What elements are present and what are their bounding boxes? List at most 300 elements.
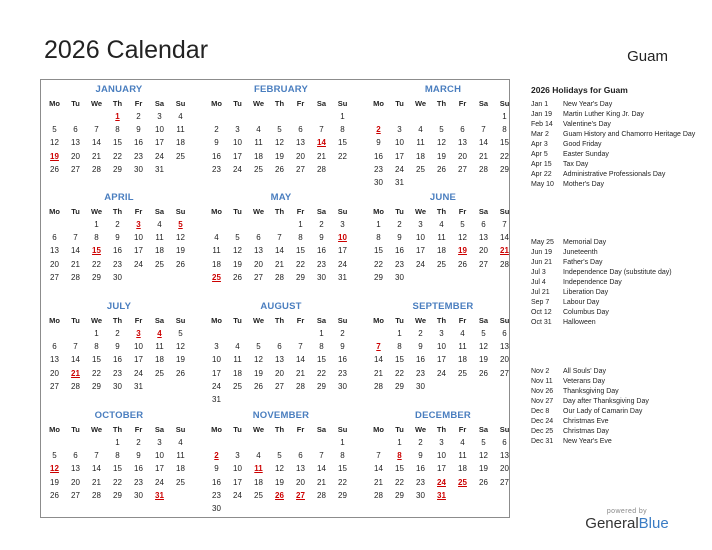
weekday-header: Tu (395, 316, 404, 325)
day-cell: 17 (134, 246, 143, 256)
day-cell: 25 (155, 368, 164, 378)
day-cell: 31 (395, 177, 404, 187)
day-cell: 16 (416, 464, 425, 474)
day-cell: 4 (214, 233, 219, 243)
day-cell: 24 (233, 164, 242, 174)
day-cell: 23 (212, 490, 221, 500)
day-cell: 13 (296, 138, 305, 148)
day-cell: 6 (460, 125, 465, 135)
day-cell: 26 (275, 164, 284, 174)
holiday-day-cell: 2 (214, 451, 219, 461)
day-cell: 26 (479, 477, 488, 487)
day-cell: 22 (296, 259, 305, 269)
brand-blue: Blue (638, 515, 669, 532)
day-cell: 28 (92, 164, 101, 174)
day-cell: 16 (113, 355, 122, 365)
day-cell: 20 (275, 368, 284, 378)
day-cell: 3 (214, 342, 219, 352)
day-cell: 28 (71, 381, 80, 391)
day-cell: 28 (296, 381, 305, 391)
weekday-header: We (414, 99, 427, 108)
holiday-day-cell: 21 (500, 246, 509, 256)
day-cell: 23 (134, 477, 143, 487)
day-cell: 29 (92, 272, 101, 282)
month-december (368, 409, 518, 502)
day-cell: 25 (254, 490, 263, 500)
day-cell: 21 (92, 477, 101, 487)
weekday-header: We (252, 207, 265, 216)
day-cell: 24 (233, 490, 242, 500)
empty-cell (311, 436, 332, 449)
holiday-name: Mother's Day (563, 181, 605, 188)
holiday-name: Tax Day (563, 161, 589, 168)
day-cell: 6 (502, 329, 507, 338)
day-cell: 12 (458, 233, 467, 243)
day-cell: 13 (71, 464, 80, 474)
day-cell: 6 (298, 451, 303, 461)
holiday-day-cell: 24 (437, 477, 446, 487)
day-cell: 16 (212, 151, 221, 161)
day-cell: 23 (134, 151, 143, 161)
holiday-day-cell: 3 (136, 329, 141, 338)
empty-cell (431, 110, 452, 123)
day-cell: 25 (416, 164, 425, 174)
day-cell: 14 (317, 464, 326, 474)
empty-cell (44, 110, 65, 123)
day-cell: 28 (479, 164, 488, 174)
weekday-header: Th (112, 99, 123, 108)
holiday-name: Labour Day (563, 299, 600, 306)
weekday-header: Fr (458, 425, 467, 434)
day-cell: 24 (338, 259, 347, 269)
day-cell: 10 (134, 233, 143, 243)
day-cell: 11 (458, 451, 467, 461)
day-cell: 19 (176, 246, 185, 256)
day-cell: 1 (115, 438, 120, 447)
month-september (368, 300, 518, 393)
holiday-item (531, 427, 696, 437)
day-cell: 17 (416, 246, 425, 256)
month-days-grid (368, 423, 518, 502)
day-cell: 8 (340, 451, 345, 461)
day-cell: 16 (338, 355, 347, 365)
day-cell: 21 (374, 477, 383, 487)
weekday-header: Th (112, 316, 123, 325)
day-cell: 25 (254, 164, 263, 174)
weekday-header: Th (274, 99, 285, 108)
month-name: MARCH (424, 84, 462, 95)
weekday-header: We (90, 316, 103, 325)
day-cell: 12 (254, 355, 263, 365)
holiday-day-cell: 19 (458, 246, 467, 256)
month-name: JANUARY (95, 84, 143, 95)
weekday-header: Th (274, 425, 285, 434)
generalblue-logo[interactable] (582, 515, 672, 532)
holiday-day-cell: 25 (212, 272, 221, 282)
day-cell: 8 (94, 233, 99, 243)
empty-cell (269, 327, 290, 340)
weekday-header: We (90, 425, 103, 434)
day-cell: 29 (296, 272, 305, 282)
day-cell: 24 (416, 259, 425, 269)
day-cell: 18 (458, 464, 467, 474)
day-cell: 4 (256, 451, 261, 461)
day-cell: 16 (134, 138, 143, 148)
day-cell: 13 (275, 355, 284, 365)
holiday-day-cell: 27 (296, 490, 305, 500)
weekday-header: Su (175, 425, 186, 434)
weekday-header: Th (436, 99, 447, 108)
day-cell: 27 (275, 381, 284, 391)
day-cell: 20 (296, 151, 305, 161)
holiday-name: Our Lady of Camarin Day (563, 408, 643, 415)
day-cell: 16 (395, 246, 404, 256)
day-cell: 2 (319, 220, 324, 229)
holiday-date: Jan 1 (531, 101, 549, 108)
weekday-header: Mo (373, 425, 384, 434)
day-cell: 22 (500, 151, 509, 161)
month-name: OCTOBER (94, 410, 144, 421)
weekday-header: Su (337, 425, 348, 434)
day-cell: 14 (71, 355, 80, 365)
weekday-header: Mo (49, 316, 60, 325)
day-cell: 31 (134, 381, 143, 391)
empty-cell (248, 218, 269, 231)
day-cell: 29 (395, 381, 404, 391)
holiday-day-cell: 11 (254, 464, 263, 474)
holiday-date: Apr 5 (531, 151, 548, 158)
holiday-item (531, 130, 696, 140)
holiday-day-cell: 31 (437, 490, 446, 500)
holiday-name: Columbus Day (563, 309, 609, 316)
weekday-header: Sa (154, 99, 165, 108)
holiday-item (531, 437, 696, 447)
day-cell: 20 (479, 246, 488, 256)
day-cell: 13 (296, 464, 305, 474)
day-cell: 15 (395, 355, 404, 365)
day-cell: 3 (340, 220, 345, 229)
day-cell: 25 (458, 368, 467, 378)
day-cell: 15 (338, 464, 347, 474)
weekday-header: Su (337, 316, 348, 325)
day-cell: 19 (437, 151, 446, 161)
day-cell: 10 (233, 464, 242, 474)
day-cell: 6 (52, 342, 57, 352)
holiday-date: Jan 19 (531, 111, 553, 118)
weekday-header: Fr (296, 425, 305, 434)
weekday-header: Mo (49, 425, 60, 434)
weekday-header: Sa (316, 207, 327, 216)
holiday-item (531, 238, 696, 248)
day-cell: 15 (374, 246, 383, 256)
powered-by-text: powered by (606, 508, 648, 515)
day-cell: 10 (416, 233, 425, 243)
day-cell: 30 (374, 177, 383, 187)
weekday-header: Fr (296, 207, 305, 216)
day-cell: 30 (113, 381, 122, 391)
day-cell: 24 (155, 477, 164, 487)
day-cell: 2 (340, 329, 345, 338)
holiday-day-cell: 10 (338, 233, 347, 243)
day-cell: 29 (395, 490, 404, 500)
weekday-header: Sa (154, 425, 165, 434)
day-cell: 27 (500, 477, 509, 487)
empty-cell (269, 436, 290, 449)
weekday-header: Mo (211, 207, 222, 216)
day-cell: 14 (374, 355, 383, 365)
day-cell: 12 (176, 233, 185, 243)
holiday-day-cell: 21 (71, 368, 80, 378)
day-cell: 5 (439, 125, 444, 135)
day-cell: 6 (481, 220, 486, 229)
day-cell: 10 (212, 355, 221, 365)
day-cell: 11 (437, 233, 446, 243)
day-cell: 15 (92, 355, 101, 365)
holiday-item (531, 258, 696, 268)
day-cell: 8 (319, 342, 324, 352)
day-cell: 11 (155, 342, 164, 352)
day-cell: 1 (376, 220, 381, 229)
day-cell: 14 (296, 355, 305, 365)
day-cell: 23 (416, 477, 425, 487)
day-cell: 23 (416, 368, 425, 378)
month-days-grid (206, 314, 356, 406)
footer-branding (582, 508, 672, 532)
day-cell: 6 (52, 233, 57, 243)
day-cell: 21 (296, 368, 305, 378)
holiday-date: May 10 (531, 181, 554, 188)
day-cell: 20 (500, 464, 509, 474)
day-cell: 30 (395, 272, 404, 282)
day-cell: 18 (155, 246, 164, 256)
day-cell: 18 (155, 355, 164, 365)
day-cell: 4 (460, 329, 465, 338)
day-cell: 5 (277, 451, 282, 461)
empty-cell (452, 110, 473, 123)
day-cell: 10 (395, 138, 404, 148)
day-cell: 19 (275, 477, 284, 487)
holiday-date: Dec 24 (531, 418, 554, 425)
weekday-header: We (252, 99, 265, 108)
day-cell: 21 (275, 259, 284, 269)
day-cell: 7 (94, 125, 99, 135)
month-name: AUGUST (260, 301, 302, 312)
month-name: JUNE (429, 192, 457, 203)
weekday-header: Th (274, 316, 285, 325)
day-cell: 10 (437, 451, 446, 461)
month-october (44, 409, 194, 502)
day-cell: 30 (134, 164, 143, 174)
holiday-list-q2 (531, 238, 696, 328)
day-cell: 5 (52, 125, 57, 135)
day-cell: 17 (338, 246, 347, 256)
day-cell: 18 (176, 138, 185, 148)
day-cell: 7 (481, 125, 486, 135)
day-cell: 5 (277, 125, 282, 135)
day-cell: 27 (50, 381, 59, 391)
day-cell: 3 (157, 112, 162, 121)
day-cell: 4 (418, 125, 423, 135)
day-cell: 30 (317, 272, 326, 282)
empty-cell (227, 327, 248, 340)
day-cell: 31 (212, 394, 221, 404)
day-cell: 3 (235, 451, 240, 461)
weekday-header: Su (337, 99, 348, 108)
empty-cell (368, 436, 389, 449)
holiday-item (531, 417, 696, 427)
day-cell: 18 (254, 477, 263, 487)
holiday-date: Feb 14 (531, 121, 553, 128)
weekday-header: Mo (211, 316, 222, 325)
holiday-item (531, 367, 696, 377)
day-cell: 22 (374, 259, 383, 269)
day-cell: 22 (317, 368, 326, 378)
day-cell: 11 (176, 451, 185, 461)
day-cell: 3 (439, 329, 444, 338)
day-cell: 15 (113, 464, 122, 474)
month-july (44, 300, 194, 393)
weekday-header: Sa (316, 316, 327, 325)
day-cell: 4 (157, 220, 162, 229)
holiday-item (531, 268, 696, 278)
month-days-grid (368, 97, 518, 189)
weekday-header: Mo (49, 99, 60, 108)
holiday-name: New Year's Eve (563, 438, 612, 445)
day-cell: 14 (479, 138, 488, 148)
holiday-day-cell: 2 (376, 125, 381, 135)
day-cell: 21 (71, 259, 80, 269)
page-title: 2026 Calendar (44, 36, 209, 64)
day-cell: 4 (439, 220, 444, 229)
day-cell: 17 (155, 138, 164, 148)
holiday-name: New Year's Day (563, 101, 613, 108)
day-cell: 20 (254, 259, 263, 269)
day-cell: 27 (479, 259, 488, 269)
weekday-header: We (252, 425, 265, 434)
weekday-header: Su (337, 207, 348, 216)
day-cell: 20 (50, 368, 59, 378)
day-cell: 26 (458, 259, 467, 269)
weekday-header: We (414, 425, 427, 434)
weekday-header: We (414, 316, 427, 325)
day-cell: 2 (397, 220, 402, 229)
day-cell: 26 (233, 272, 242, 282)
day-cell: 4 (460, 438, 465, 447)
day-cell: 7 (319, 125, 324, 135)
month-name: DECEMBER (415, 410, 471, 421)
weekday-header: Fr (134, 316, 143, 325)
weekday-header: We (414, 207, 427, 216)
weekday-header: Sa (478, 99, 489, 108)
day-cell: 20 (71, 151, 80, 161)
day-cell: 6 (256, 233, 261, 243)
day-cell: 10 (155, 451, 164, 461)
day-cell: 7 (319, 451, 324, 461)
month-february (206, 83, 356, 176)
weekday-header: We (90, 99, 103, 108)
day-cell: 11 (416, 138, 425, 148)
weekday-header: Sa (154, 316, 165, 325)
weekday-header: Tu (233, 99, 242, 108)
holiday-date: Dec 25 (531, 428, 554, 435)
holiday-name: Christmas Day (563, 428, 609, 435)
holiday-name: Administrative Professionals Day (563, 171, 666, 178)
empty-cell (206, 436, 227, 449)
month-days-grid (44, 205, 194, 284)
day-cell: 24 (155, 151, 164, 161)
holiday-name: Independence Day (substitute day) (563, 269, 672, 276)
day-cell: 12 (437, 138, 446, 148)
day-cell: 9 (136, 451, 141, 461)
weekday-header: Fr (458, 207, 467, 216)
day-cell: 22 (92, 368, 101, 378)
day-cell: 29 (317, 381, 326, 391)
holiday-date: Dec 8 (531, 408, 550, 415)
day-cell: 23 (338, 368, 347, 378)
day-cell: 23 (113, 368, 122, 378)
day-cell: 11 (176, 125, 185, 135)
holiday-date: Nov 27 (531, 398, 554, 405)
month-name: MAY (270, 192, 292, 203)
weekday-header: Su (175, 316, 186, 325)
holiday-item (531, 170, 696, 180)
month-name: FEBRUARY (253, 84, 309, 95)
weekday-header: Th (112, 207, 123, 216)
day-cell: 8 (376, 233, 381, 243)
holiday-item (531, 288, 696, 298)
day-cell: 29 (374, 272, 383, 282)
day-cell: 3 (397, 125, 402, 135)
holiday-name: Guam History and Chamorro Heritage Day (563, 131, 696, 138)
month-june (368, 191, 518, 284)
day-cell: 19 (479, 355, 488, 365)
day-cell: 9 (214, 464, 219, 474)
day-cell: 25 (233, 381, 242, 391)
day-cell: 1 (94, 329, 99, 338)
day-cell: 5 (235, 233, 240, 243)
day-cell: 6 (73, 125, 78, 135)
day-cell: 29 (113, 164, 122, 174)
day-cell: 8 (94, 342, 99, 352)
weekday-header: Tu (71, 99, 80, 108)
holiday-list-q1 (531, 100, 696, 190)
weekday-header: Fr (296, 99, 305, 108)
weekday-header: Mo (373, 207, 384, 216)
empty-cell (227, 436, 248, 449)
day-cell: 7 (73, 233, 78, 243)
day-cell: 9 (376, 138, 381, 148)
day-cell: 2 (214, 125, 219, 135)
day-cell: 29 (92, 381, 101, 391)
weekday-header: Su (499, 316, 510, 325)
month-january (44, 83, 194, 176)
empty-cell (389, 110, 410, 123)
day-cell: 4 (235, 342, 240, 352)
holiday-date: Jul 3 (531, 269, 546, 276)
day-cell: 27 (71, 490, 80, 500)
day-cell: 17 (395, 151, 404, 161)
weekday-header: Sa (316, 99, 327, 108)
day-cell: 13 (479, 233, 488, 243)
day-cell: 13 (254, 246, 263, 256)
day-cell: 7 (73, 342, 78, 352)
weekday-header: Mo (373, 316, 384, 325)
holiday-item (531, 377, 696, 387)
day-cell: 23 (212, 164, 221, 174)
weekday-header: Fr (134, 207, 143, 216)
day-cell: 28 (317, 490, 326, 500)
day-cell: 12 (50, 138, 59, 148)
